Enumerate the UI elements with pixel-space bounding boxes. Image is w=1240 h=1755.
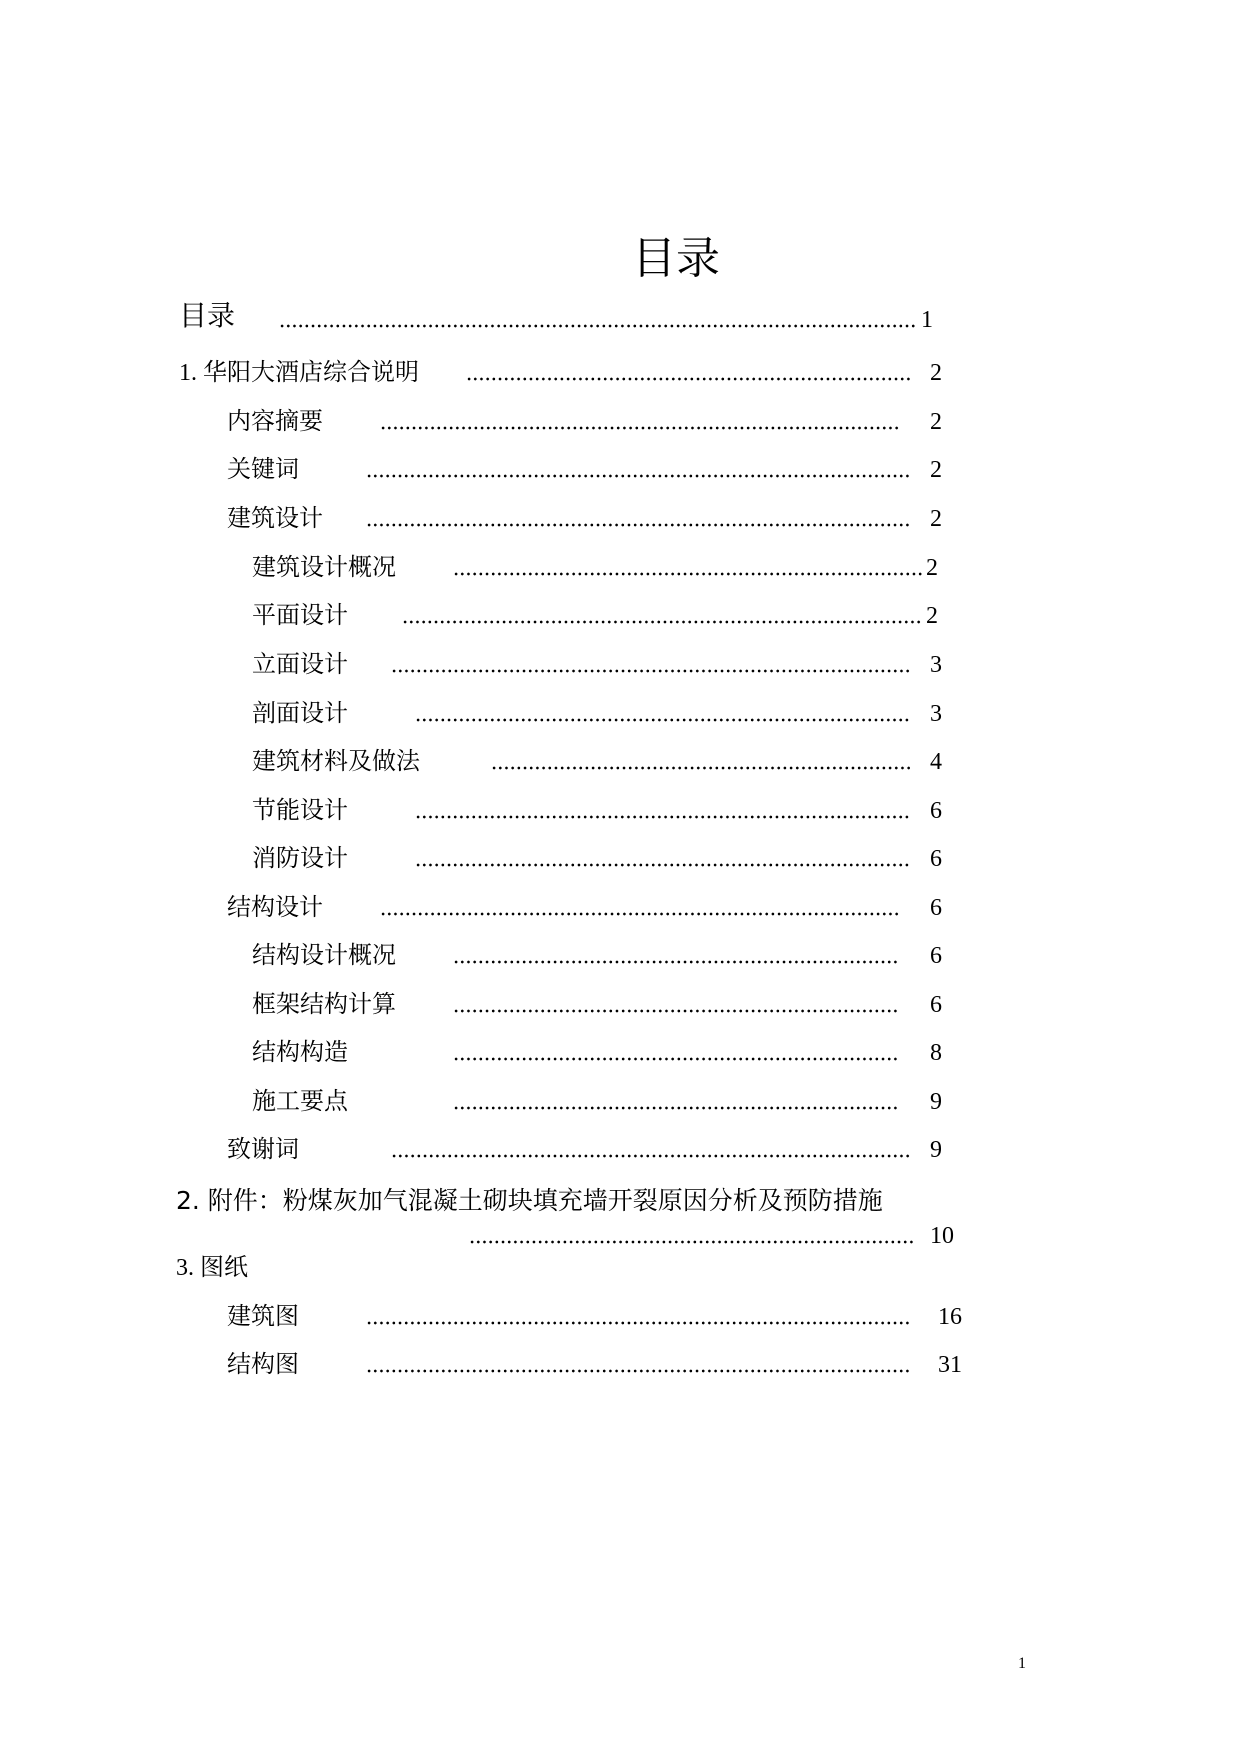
toc-entry-page: 2 — [930, 409, 942, 435]
dot-leader — [453, 1009, 899, 1013]
toc-entry-page: 2 — [930, 506, 942, 532]
toc-entry-page: 16 — [938, 1304, 962, 1330]
toc-entry-title: 建筑设计概况 — [252, 555, 396, 581]
toc-entry[interactable] — [0, 596, 1240, 636]
toc-entry-title: 结构构造 — [252, 1040, 348, 1066]
toc-entry-page: 9 — [930, 1137, 942, 1163]
toc-entry[interactable] — [0, 402, 1240, 442]
toc-entry[interactable] — [0, 1345, 1240, 1385]
toc-entry[interactable] — [0, 1130, 1240, 1170]
dot-leader — [366, 523, 910, 527]
toc-entry[interactable] — [0, 694, 1240, 734]
dot-leader — [466, 377, 910, 381]
toc-entry[interactable] — [0, 742, 1240, 782]
toc-entry-page: 6 — [930, 798, 942, 824]
toc-entry-title: 节能设计 — [252, 798, 348, 824]
dot-leader — [402, 620, 922, 624]
toc-entry-page: 4 — [930, 749, 942, 775]
toc-entry-page: 6 — [930, 846, 942, 872]
toc-entry-page: 3 — [930, 652, 942, 678]
toc-entry-title: 3. 图纸 — [176, 1255, 248, 1281]
toc-entry-title: 框架结构计算 — [252, 992, 396, 1018]
dot-leader — [491, 766, 910, 770]
toc-entry[interactable] — [0, 936, 1240, 976]
dot-leader — [391, 1154, 910, 1158]
toc-entry-title: 施工要点 — [252, 1089, 348, 1115]
toc-entry-title: 平面设计 — [252, 603, 348, 629]
toc-entry-title: 2. 附件：粉煤灰加气混凝土砌块填充墙开裂原因分析及预防措施 — [176, 1186, 883, 1215]
toc-entry-page: 9 — [930, 1089, 942, 1115]
toc-entry-title: 建筑图 — [227, 1304, 299, 1330]
toc-entry-title: 关键词 — [227, 457, 299, 483]
toc-entry-page: 2 — [926, 555, 938, 581]
page-title: 目录 — [632, 233, 720, 284]
toc-entry[interactable] — [0, 1248, 1240, 1288]
toc-entry-title: 目录 — [179, 301, 236, 332]
toc-entry[interactable] — [0, 839, 1240, 879]
toc-entry-page: 2 — [930, 457, 942, 483]
dot-leader — [415, 863, 910, 867]
toc-entry-page: 31 — [938, 1352, 962, 1378]
toc-entry[interactable] — [0, 1297, 1240, 1337]
toc-entry[interactable] — [0, 1082, 1240, 1122]
toc-entry-title: 剖面设计 — [252, 701, 348, 727]
toc-entry[interactable] — [0, 353, 1240, 393]
toc-entry-page: 6 — [930, 895, 942, 921]
dot-leader — [453, 1057, 899, 1061]
toc-entry[interactable] — [0, 888, 1240, 928]
toc-entry-title: 结构设计概况 — [252, 943, 396, 969]
toc-entry-title: 建筑材料及做法 — [252, 749, 420, 775]
dot-leader — [453, 1106, 899, 1110]
toc-entry-page: 8 — [930, 1040, 942, 1066]
toc-entry-page: 6 — [930, 943, 942, 969]
toc-entry-page: 3 — [930, 701, 942, 727]
toc-entry-page: 1 — [921, 307, 933, 333]
toc-entry[interactable] — [0, 300, 1240, 340]
dot-leader — [391, 669, 910, 673]
dot-leader — [453, 960, 899, 964]
toc-entry[interactable] — [0, 450, 1240, 490]
toc-entry-title: 内容摘要 — [227, 409, 323, 435]
toc-entry[interactable] — [0, 985, 1240, 1025]
toc-entry-page: 10 — [930, 1223, 954, 1249]
toc-entry-title: 结构图 — [227, 1352, 299, 1378]
toc-entry[interactable] — [0, 645, 1240, 685]
toc-entry-page: 6 — [930, 992, 942, 1018]
dot-leader — [380, 912, 899, 916]
toc-entry-page: 2 — [930, 360, 942, 386]
dot-leader — [366, 1369, 910, 1373]
dot-leader — [366, 1321, 910, 1325]
toc-entry-title: 1. 华阳大酒店综合说明 — [179, 360, 419, 386]
toc-entry[interactable] — [0, 1033, 1240, 1073]
toc-entry-title: 致谢词 — [227, 1137, 299, 1163]
dot-leader — [366, 474, 910, 478]
toc-entry-page: 2 — [926, 603, 938, 629]
toc-entry[interactable] — [0, 791, 1240, 831]
toc-entry-title: 结构设计 — [227, 895, 323, 921]
toc-entry[interactable] — [0, 548, 1240, 588]
page-number: 1 — [1018, 1655, 1026, 1672]
dot-leader — [380, 426, 899, 430]
dot-leader — [469, 1240, 913, 1244]
dot-leader — [415, 718, 910, 722]
toc-entry-title: 立面设计 — [252, 652, 348, 678]
dot-leader — [279, 324, 916, 328]
toc-entry[interactable] — [0, 499, 1240, 539]
dot-leader — [453, 572, 922, 576]
toc-entry-title: 建筑设计 — [227, 506, 323, 532]
dot-leader — [415, 815, 910, 819]
toc-entry-title: 消防设计 — [252, 846, 348, 872]
